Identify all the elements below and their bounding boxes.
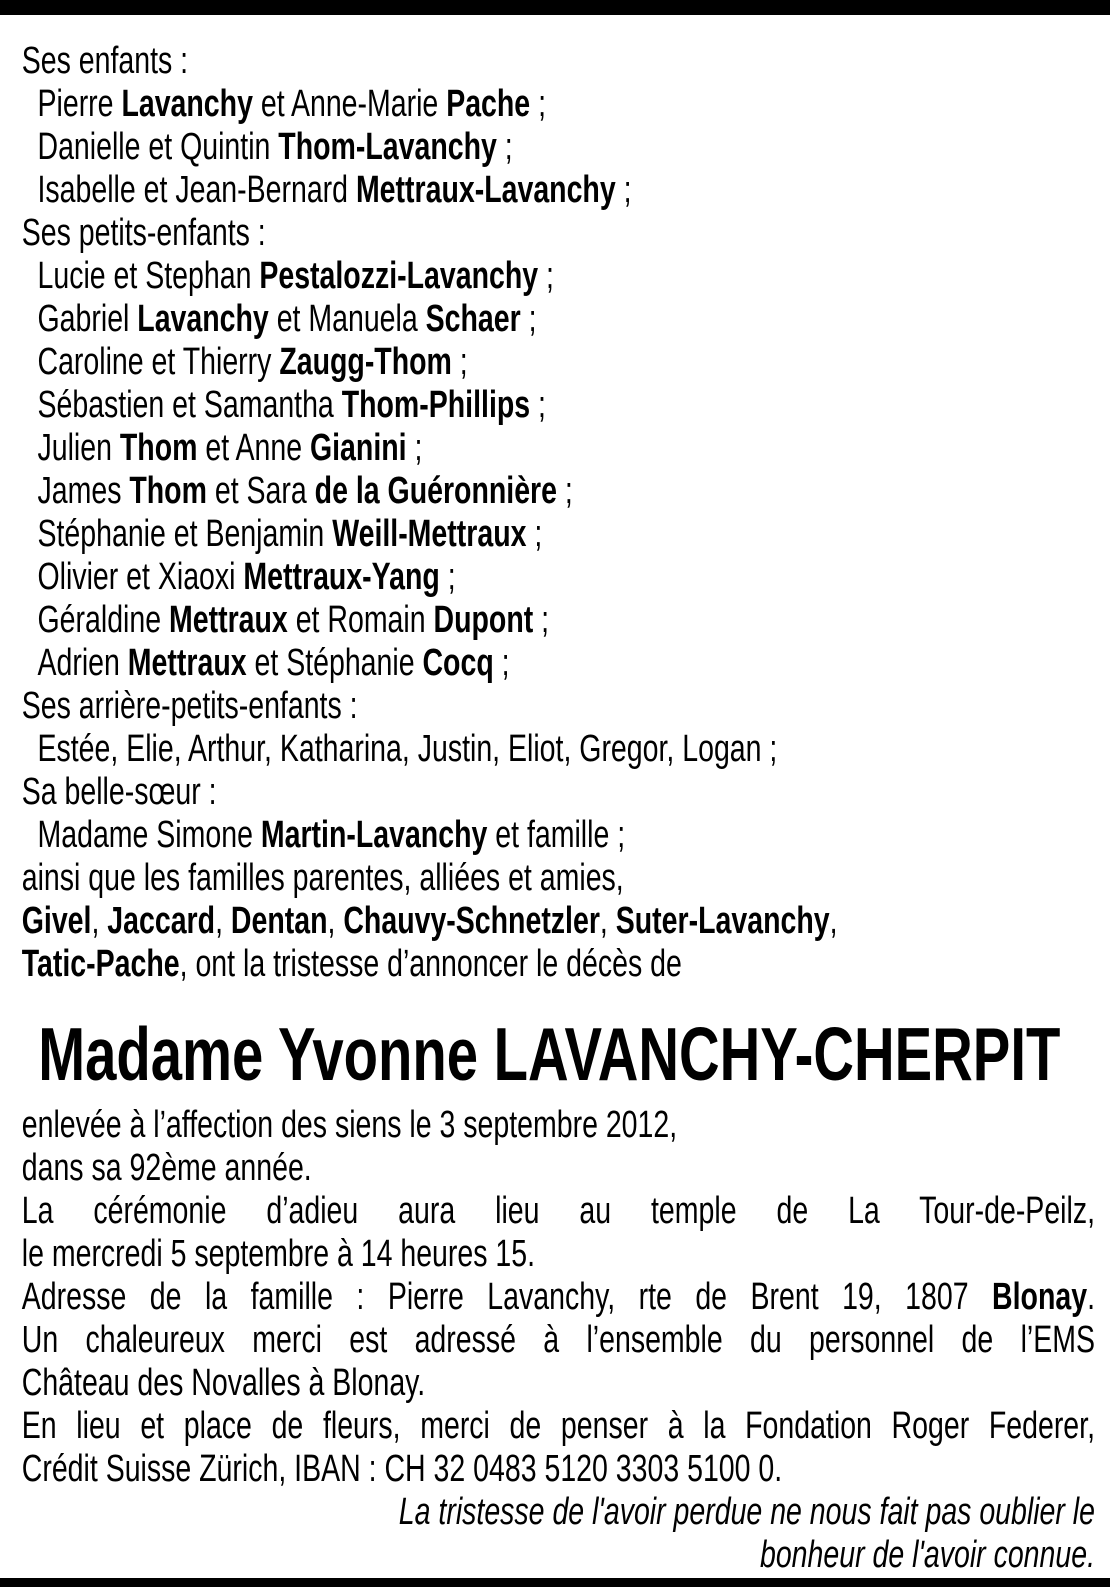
text-segment: Danielle et Quintin <box>37 126 279 168</box>
grandchild-line-4 <box>22 384 1095 427</box>
deceased-name-title <box>22 1006 1095 1102</box>
bold-name-segment: Mettraux <box>168 599 288 641</box>
text-segment: , <box>829 900 838 942</box>
text-segment: enlevée à l’affection des siens le 3 septembre 2012, <box>21 1104 678 1146</box>
text-segment: et Romain <box>287 599 434 641</box>
text-segment: et Anne-Marie <box>252 83 447 125</box>
bottom-rule <box>0 1578 1110 1587</box>
grandchild-line-2 <box>22 298 1095 341</box>
bold-name-segment: Pache <box>446 83 531 125</box>
text-segment: , ont la tristesse d’annoncer le décès de <box>179 943 682 985</box>
text-segment: Pierre <box>37 83 122 125</box>
text-segment: James <box>37 470 130 512</box>
great-grandchildren-names <box>22 728 1095 771</box>
text-segment: le mercredi 5 septembre à 14 heures 15. <box>21 1233 536 1275</box>
text-segment: et Anne <box>197 427 310 469</box>
text-segment: ; <box>526 513 543 555</box>
text-segment: , <box>215 900 231 942</box>
families-intro-line <box>22 857 1095 900</box>
bold-name-segment: Jaccard <box>107 900 216 942</box>
text-segment: , <box>327 900 344 942</box>
donation-line-2 <box>22 1448 1095 1491</box>
family-names-line <box>22 900 1095 943</box>
bold-name-segment: Pestalozzi-Lavanchy <box>259 255 539 297</box>
text-segment: Madame Simone <box>37 814 261 856</box>
belle-soeur-line <box>22 814 1095 857</box>
text-segment: ; <box>533 599 550 641</box>
arriere-petits-enfants-label <box>22 685 1095 728</box>
text-segment: et famille ; <box>487 814 626 856</box>
text-segment: ; <box>556 470 573 512</box>
death-date-line <box>22 1104 1095 1147</box>
bold-name-segment: Thom <box>119 427 198 469</box>
bold-name-segment: Mettraux-Yang <box>243 556 440 598</box>
text-segment: ; <box>530 83 547 125</box>
text-segment: Gabriel <box>37 298 138 340</box>
bold-name-segment: Martin-Lavanchy <box>260 814 488 856</box>
text-segment: La tristesse de l'avoir perdue ne nous fait pas oublier le <box>398 1491 1095 1533</box>
text-segment: Sébastien et Samantha <box>37 384 342 426</box>
grandchild-line-10 <box>22 642 1095 685</box>
top-rule <box>0 0 1110 15</box>
text-segment: Château des Novalles à Blonay. <box>21 1362 426 1404</box>
text-segment: , <box>91 900 108 942</box>
bold-name-segment: Mettraux-Lavanchy <box>355 169 616 211</box>
grandchild-line-8 <box>22 556 1095 599</box>
grandchild-line-7 <box>22 513 1095 556</box>
text-segment: Estée, Elie, Arthur, Katharina, Justin, Eliot, Gregor, Logan ; <box>37 728 778 770</box>
text-segment: ; <box>520 298 537 340</box>
text-segment: La cérémonie d’adieu aura lieu au temple de La Tour-de-Peilz, <box>21 1190 1095 1232</box>
text-segment: Un chaleureux merci est adressé à l’ensemble du personnel de l’EMS <box>21 1319 1095 1361</box>
text-segment: Crédit Suisse Zürich, IBAN : CH 32 0483 5120 3303 5100 0. <box>21 1448 783 1490</box>
child-line-3 <box>22 169 1095 212</box>
text-segment: En lieu et place de fleurs, merci de penser à la Fondation Roger Federer, <box>21 1405 1095 1447</box>
grandchild-line-5 <box>22 427 1095 470</box>
bold-name-segment: Gianini <box>309 427 407 469</box>
text-segment: Ses petits-enfants : <box>21 212 266 254</box>
child-line-1 <box>22 83 1095 126</box>
bold-name-segment: de la Guéronnière <box>314 470 557 512</box>
text-segment: Julien <box>37 427 120 469</box>
text-segment: Sa belle-sœur : <box>21 771 217 813</box>
text-segment: et Manuela <box>268 298 426 340</box>
closing-quote-line-2 <box>22 1534 1095 1577</box>
bold-name-segment: Dentan <box>230 900 328 942</box>
grandchild-line-9 <box>22 599 1095 642</box>
text-segment: et Sara <box>206 470 315 512</box>
bold-name-segment: Blonay <box>992 1276 1088 1318</box>
age-line <box>22 1147 1095 1190</box>
text-segment: ; <box>538 255 554 297</box>
bold-name-segment: Thom-Lavanchy <box>278 126 497 168</box>
bold-name-segment: Chauvy-Schnetzler <box>343 900 600 942</box>
bold-name-segment: Mettraux <box>127 642 247 684</box>
text-segment: Ses enfants : <box>21 40 189 82</box>
text-segment: dans sa 92ème année. <box>21 1147 312 1189</box>
text-segment: Caroline et Thierry <box>37 341 280 383</box>
text-segment: ; <box>439 556 456 598</box>
child-line-2 <box>22 126 1095 169</box>
bold-name-segment: Suter-Lavanchy <box>615 900 830 942</box>
ses-enfants-label <box>22 40 1095 83</box>
text-segment: Lucie et Stephan <box>37 255 260 297</box>
obituary-text <box>0 40 1110 1577</box>
text-segment: Ses arrière-petits-enfants : <box>21 685 358 727</box>
text-segment: Stéphanie et Benjamin <box>37 513 333 555</box>
bold-name-segment: Schaer <box>425 298 521 340</box>
thanks-line-2 <box>22 1362 1095 1405</box>
text-segment: ainsi que les familles parentes, alliées et amies, <box>21 857 624 899</box>
bold-name-segment: Cocq <box>422 642 494 684</box>
text-segment: ; <box>496 126 513 168</box>
bold-name-segment: Weill-Mettraux <box>332 513 527 555</box>
bold-name-segment: Lavanchy <box>121 83 253 125</box>
ceremony-line-1 <box>22 1190 1095 1233</box>
bold-name-segment: Lavanchy <box>137 298 269 340</box>
ses-petits-enfants-label <box>22 212 1095 255</box>
bold-name-segment: Thom-Phillips <box>341 384 531 426</box>
grandchild-line-3 <box>22 341 1095 384</box>
family-address-line <box>22 1276 1095 1319</box>
bold-name-segment: Dupont <box>433 599 534 641</box>
grandchild-line-6 <box>22 470 1095 513</box>
text-segment: Adresse de la famille : Pierre Lavanchy, rte de Brent 19, 1807 <box>21 1276 993 1318</box>
bold-name-segment: Madame Yvonne LAVANCHY-CHERPIT <box>38 1012 1061 1096</box>
bold-name-segment: Thom <box>129 470 207 512</box>
text-segment: ; <box>451 341 468 383</box>
donation-line-1 <box>22 1405 1095 1448</box>
text-segment: Adrien <box>37 642 128 684</box>
text-segment: ; <box>406 427 423 469</box>
ceremony-line-2 <box>22 1233 1095 1276</box>
bold-name-segment: Tatic-Pache <box>21 943 180 985</box>
announcement-line <box>22 943 1095 986</box>
text-segment: Isabelle et Jean-Bernard <box>37 169 356 211</box>
grandchild-line-1 <box>22 255 1095 298</box>
bold-name-segment: Givel <box>21 900 92 942</box>
text-segment: , <box>599 900 616 942</box>
text-segment: et Stéphanie <box>246 642 423 684</box>
closing-quote-line-1 <box>22 1491 1095 1534</box>
belle-soeur-label <box>22 771 1095 814</box>
text-segment: . <box>1087 1276 1095 1318</box>
text-segment: ; <box>615 169 632 211</box>
thanks-line-1 <box>22 1319 1095 1362</box>
text-segment: Olivier et Xiaoxi <box>37 556 244 598</box>
text-segment: ; <box>493 642 510 684</box>
text-segment: bonheur de l'avoir connue. <box>759 1534 1095 1576</box>
bold-name-segment: Zaugg-Thom <box>279 341 452 383</box>
text-segment: ; <box>530 384 546 426</box>
text-segment: Géraldine <box>37 599 169 641</box>
